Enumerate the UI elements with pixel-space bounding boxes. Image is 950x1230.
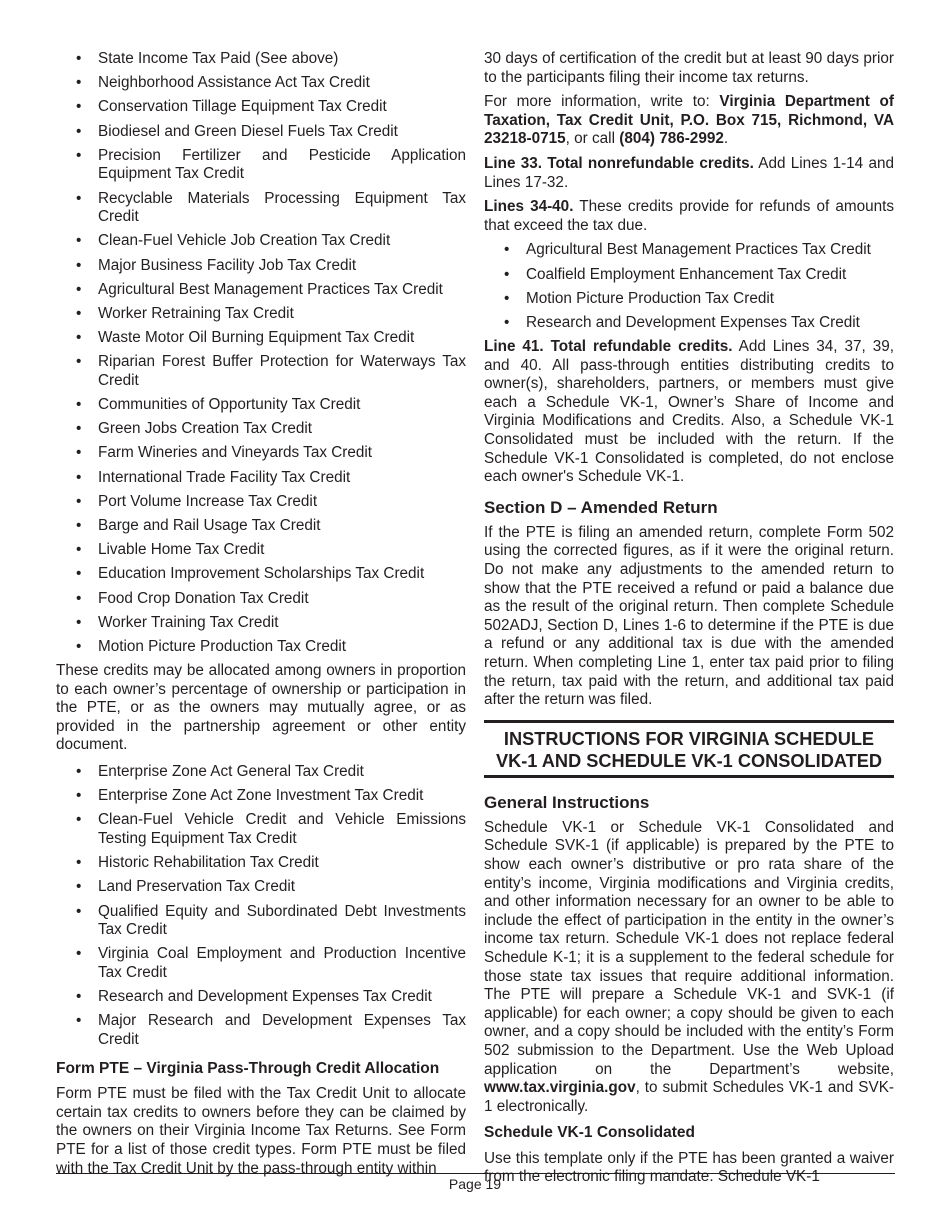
vk1-instructions-banner xyxy=(484,720,894,778)
right-column xyxy=(484,50,894,1193)
general-text-end: , to submit Schedules VK-1 and SVK-1 electronically. xyxy=(484,1079,894,1115)
line-33-label: Line 33. Total nonrefundable credits. xyxy=(484,154,754,172)
list-item: • Food Crop Donation Tax Credit xyxy=(56,590,466,609)
tax-credit-unit-address: Virginia Department of Taxation, Tax Credit Unit, P.O. Box 715, Richmond, VA 23218-0715 xyxy=(484,93,894,148)
form-pte-paragraph: Form PTE must be filed with the Tax Credit Unit to allocate certain tax credits to owners before they can be claimed by the owners on their Virginia Income Tax Returns. See Form PTE for a list of those credit types. Form PTE must be filed with the Tax Credit Unit by the pass-through entity within xyxy=(56,1085,466,1177)
lines-34-40-paragraph xyxy=(484,198,894,235)
consolidated-heading: Schedule VK-1 Consolidated xyxy=(484,1124,696,1142)
more-info-prefix: For more information, write to: xyxy=(484,93,720,111)
more-info-middle: , or call xyxy=(565,130,620,148)
list-item: • Farm Wineries and Vineyards Tax Credit xyxy=(56,444,466,463)
list-item: • Enterprise Zone Act Zone Investment Tax Credit xyxy=(56,787,466,806)
list-item: • Coalfield Employment Enhancement Tax Credit xyxy=(484,266,894,285)
lines-34-40-text: These credits provide for refunds of amounts that exceed the tax due. xyxy=(484,198,895,234)
list-item: • Motion Picture Production Tax Credit xyxy=(56,638,466,657)
list-item: • Virginia Coal Employment and Production Incentive Tax Credit xyxy=(56,945,466,982)
list-item: • Worker Training Tax Credit xyxy=(56,614,466,633)
list-item: • Clean-Fuel Vehicle Credit and Vehicle Emissions Testing Equipment Tax Credit xyxy=(56,811,466,848)
allocation-paragraph: These credits may be allocated among owners in proportion to each owner’s percentage of ownership or participation in the PTE, or as the owners may mutually agree, or as provided in the partnership agreement or other entity document. xyxy=(56,662,466,754)
line-33-paragraph xyxy=(484,155,894,192)
line-41-text: Add Lines 34, 37, 39, and 40. All pass-through entities distributing credits to owner(s), shareholders, partners, or members must give each a Schedule VK-1, Owner’s Share of Income and Virginia Modifications and Credits. Also, a Schedule VK-1 Consolidated must be included with the return. If the Schedule VK-1 Consolidated is completed, do not enclose each owner's Schedule VK-1. xyxy=(484,338,894,486)
department-website: www.tax.virginia.gov xyxy=(484,1079,636,1097)
line-33-text: Add Lines 1-14 and Lines 17-32. xyxy=(484,154,894,191)
list-item: • Conservation Tillage Equipment Tax Credit xyxy=(56,98,466,117)
tax-credit-unit-phone: (804) 786-2992 xyxy=(619,130,724,148)
section-d-heading: Section D – Amended Return xyxy=(484,497,718,517)
list-item: • Agricultural Best Management Practices Tax Credit xyxy=(484,241,894,260)
banner-line-2: VK-1 AND SCHEDULE VK-1 CONSOLIDATED xyxy=(495,750,882,771)
general-instructions-heading: General Instructions xyxy=(484,792,650,812)
refundable-credit-list xyxy=(484,241,894,332)
form-pte-heading: Form PTE – Virginia Pass-Through Credit Allocation xyxy=(56,1059,440,1077)
list-item: • Major Business Facility Job Tax Credit xyxy=(56,257,466,276)
list-item: • Motion Picture Production Tax Credit xyxy=(484,290,894,309)
list-item: • Education Improvement Scholarships Tax Credit xyxy=(56,565,466,584)
list-item: • Biodiesel and Green Diesel Fuels Tax Credit xyxy=(56,123,466,142)
credit-list-1 xyxy=(56,50,466,657)
more-info-paragraph xyxy=(484,93,894,149)
list-item: • Worker Retraining Tax Credit xyxy=(56,305,466,324)
list-item: • Neighborhood Assistance Act Tax Credit xyxy=(56,74,466,93)
footer-rule xyxy=(56,1173,895,1174)
more-info-suffix: . xyxy=(723,130,729,148)
line-41-label: Line 41. Total refundable credits. xyxy=(484,338,733,356)
list-item: • Communities of Opportunity Tax Credit xyxy=(56,396,466,415)
list-item: • Enterprise Zone Act General Tax Credit xyxy=(56,763,466,782)
list-item: • Clean-Fuel Vehicle Job Creation Tax Credit xyxy=(56,232,466,251)
banner-line-1: INSTRUCTIONS FOR VIRGINIA SCHEDULE xyxy=(503,728,875,749)
left-column xyxy=(56,50,466,1184)
general-instructions-paragraph xyxy=(484,819,894,1117)
section-d-paragraph: If the PTE is filing an amended return, complete Form 502 using the corrected figures, as if it were the original return. Do not make any adjustments to the amended return to show that the PTE received a refund or paid a balance due as the result of the original return. Then complete Schedule 502ADJ, Section D, Lines 1-6 to determine if the PTE is due a refund or any additional tax is due with the amended return. When completing Line 1, enter tax paid prior to filing the return, tax paid with the return, and additional tax paid after the return was filed. xyxy=(484,523,894,709)
list-item: • Green Jobs Creation Tax Credit xyxy=(56,420,466,439)
credit-list-2 xyxy=(56,763,466,1049)
lines-34-40-label: Lines 34-40. xyxy=(484,198,574,216)
page-number: Page 19 xyxy=(448,1176,502,1192)
list-item: • Qualified Equity and Subordinated Debt Investments Tax Credit xyxy=(56,903,466,940)
line-41-paragraph xyxy=(484,338,894,487)
list-item: • Agricultural Best Management Practices Tax Credit xyxy=(56,281,466,300)
general-text: Schedule VK-1 or Schedule VK-1 Consolidated and Schedule SVK-1 (if applicable) is prepared by the PTE to show each owner’s distributive or pro rata share of the entity’s income, Virginia modifications and Virginia credits, and other information necessary for an owner to be able to include the effect of participation in the entity in the owner’s income tax return. Schedule VK-1 does not replace federal Schedule K-1; it is a supplement to the federal schedule for those state tax issues that require additional information. The PTE will prepare a Schedule VK-1 and SVK-1 (if applicable) for each owner; a copy should be given to each owner, and a copy should be included with the entity’s Form 502 submission to the Department. Use the Web Upload application on the Department’s website, xyxy=(484,818,894,1078)
list-item: • Riparian Forest Buffer Protection for Waterways Tax Credit xyxy=(56,353,466,390)
list-item: • International Trade Facility Tax Credit xyxy=(56,469,466,488)
list-item: • Livable Home Tax Credit xyxy=(56,541,466,560)
list-item: • Research and Development Expenses Tax Credit xyxy=(56,988,466,1007)
list-item: • Historic Rehabilitation Tax Credit xyxy=(56,854,466,873)
list-item: • Land Preservation Tax Credit xyxy=(56,878,466,897)
list-item: • Major Research and Development Expenses Tax Credit xyxy=(56,1012,466,1049)
list-item: • Recyclable Materials Processing Equipment Tax Credit xyxy=(56,190,466,227)
list-item: • State Income Tax Paid (See above) xyxy=(56,50,466,69)
list-item: • Waste Motor Oil Burning Equipment Tax Credit xyxy=(56,329,466,348)
continued-paragraph: 30 days of certification of the credit but at least 90 days prior to the participants filing their income tax returns. xyxy=(484,50,894,86)
list-item: • Barge and Rail Usage Tax Credit xyxy=(56,517,466,536)
consolidated-paragraph: Use this template only if the PTE has been granted a waiver from the electronic filing mandate. Schedule VK-1 xyxy=(484,1149,894,1186)
list-item: • Port Volume Increase Tax Credit xyxy=(56,493,466,512)
list-item: • Research and Development Expenses Tax Credit xyxy=(484,314,894,333)
list-item: • Precision Fertilizer and Pesticide Application Equipment Tax Credit xyxy=(56,147,466,184)
